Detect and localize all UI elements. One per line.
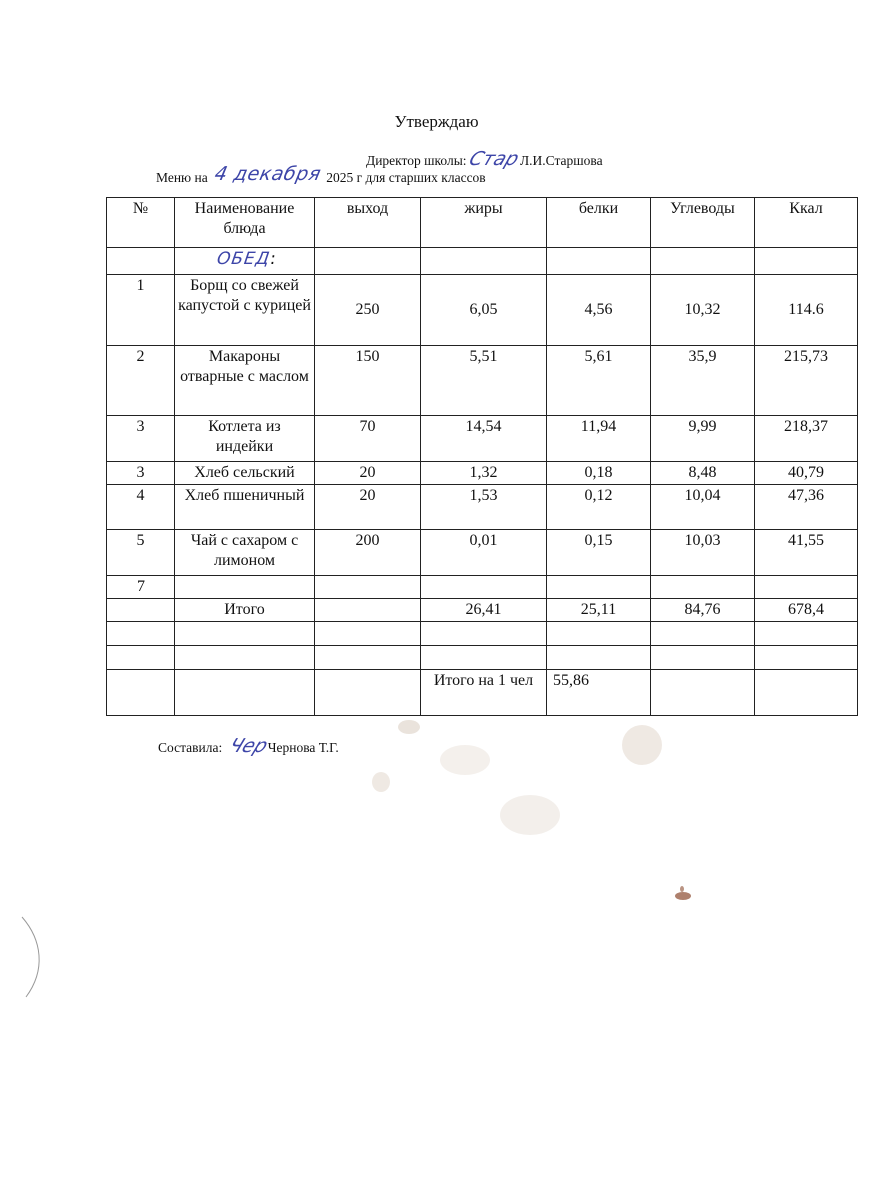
director-name: Л.И.Старшова (519, 153, 603, 168)
menu-table (106, 197, 858, 716)
row-carbs: 8,48 (651, 462, 755, 485)
approval-title: Утверждаю (394, 112, 479, 131)
table-row (107, 485, 858, 530)
row-dish-name: Макароны отварные с маслом (175, 346, 315, 416)
row-carbs: 35,9 (651, 346, 755, 416)
row-fat: 1,53 (421, 485, 547, 530)
row-yield: 200 (315, 530, 421, 576)
row-kcal: 114.6 (755, 275, 858, 346)
row-carbs: 10,32 (651, 275, 755, 346)
page-edge-mark (20, 915, 50, 1000)
section-cell (175, 248, 315, 275)
blank-row (107, 622, 858, 646)
row-kcal: 40,79 (755, 462, 858, 485)
row-yield: 150 (315, 346, 421, 416)
compiled-by-line (158, 735, 339, 757)
total-row (107, 599, 858, 622)
section-row (107, 248, 858, 275)
row-dish-name: Хлеб пшеничный (175, 485, 315, 530)
row-fat: 5,51 (421, 346, 547, 416)
row-protein: 5,61 (547, 346, 651, 416)
menu-suffix: 2025 г для старших классов (326, 170, 486, 185)
col-header-yield: выход (315, 198, 421, 248)
total-protein: 25,11 (547, 599, 651, 622)
row-num: 5 (107, 530, 175, 576)
per-person-row (107, 670, 858, 716)
row-yield: 250 (315, 275, 421, 346)
row-fat: 1,32 (421, 462, 547, 485)
row-num: 7 (107, 576, 175, 599)
row-carbs: 10,03 (651, 530, 755, 576)
row-kcal: 41,55 (755, 530, 858, 576)
table-row (107, 346, 858, 416)
row-dish-name: Хлеб сельский (175, 462, 315, 485)
row-carbs: 10,04 (651, 485, 755, 530)
col-header-name: Наименование блюда (175, 198, 315, 248)
row-kcal: 215,73 (755, 346, 858, 416)
row-dish-name: Котлета из индейки (175, 416, 315, 462)
table-row (107, 576, 858, 599)
total-carbs: 84,76 (651, 599, 755, 622)
director-signature: Стар (465, 148, 522, 170)
row-num: 1 (107, 275, 175, 346)
row-yield: 70 (315, 416, 421, 462)
row-protein: 0,18 (547, 462, 651, 485)
col-header-kcal: Ккал (755, 198, 858, 248)
row-num: 2 (107, 346, 175, 416)
col-header-carbs: Углеводы (651, 198, 755, 248)
total-fat: 26,41 (421, 599, 547, 622)
row-yield: 20 (315, 462, 421, 485)
per-person-value: 55,86 (547, 670, 651, 716)
row-fat: 6,05 (421, 275, 547, 346)
menu-date-handwritten: 4 декабря (212, 163, 324, 185)
row-yield: 20 (315, 485, 421, 530)
row-num: 3 (107, 462, 175, 485)
row-protein: 11,94 (547, 416, 651, 462)
row-fat: 0,01 (421, 530, 547, 576)
compiled-name: Чернова Т.Г. (267, 740, 339, 755)
col-header-fat: жиры (421, 198, 547, 248)
director-label: Директор школы: (366, 153, 467, 168)
table-row (107, 275, 858, 346)
row-dish-name: Чай с сахаром с лимоном (175, 530, 315, 576)
row-kcal: 47,36 (755, 485, 858, 530)
menu-prefix: Меню на (156, 170, 208, 185)
row-carbs: 9,99 (651, 416, 755, 462)
row-protein: 0,12 (547, 485, 651, 530)
total-label: Итого (175, 599, 315, 622)
col-header-num: № (107, 198, 175, 248)
table-header-row (107, 198, 858, 248)
compiled-label: Составила: (158, 740, 223, 755)
row-protein: 4,56 (547, 275, 651, 346)
total-kcal: 678,4 (755, 599, 858, 622)
compiled-signature: Чер (225, 735, 271, 757)
row-fat: 14,54 (421, 416, 547, 462)
section-label-handwritten: ОБЕД: (215, 249, 279, 269)
table-row (107, 462, 858, 485)
row-kcal: 218,37 (755, 416, 858, 462)
row-num: 3 (107, 416, 175, 462)
table-row (107, 530, 858, 576)
table-row (107, 416, 858, 462)
row-protein: 0,15 (547, 530, 651, 576)
row-dish-name: Борщ со свежей капустой с курицей (175, 275, 315, 346)
row-num: 4 (107, 485, 175, 530)
blank-row (107, 646, 858, 670)
menu-date-line (156, 165, 486, 187)
col-header-protein: белки (547, 198, 651, 248)
per-person-label: Итого на 1 чел (421, 670, 547, 716)
